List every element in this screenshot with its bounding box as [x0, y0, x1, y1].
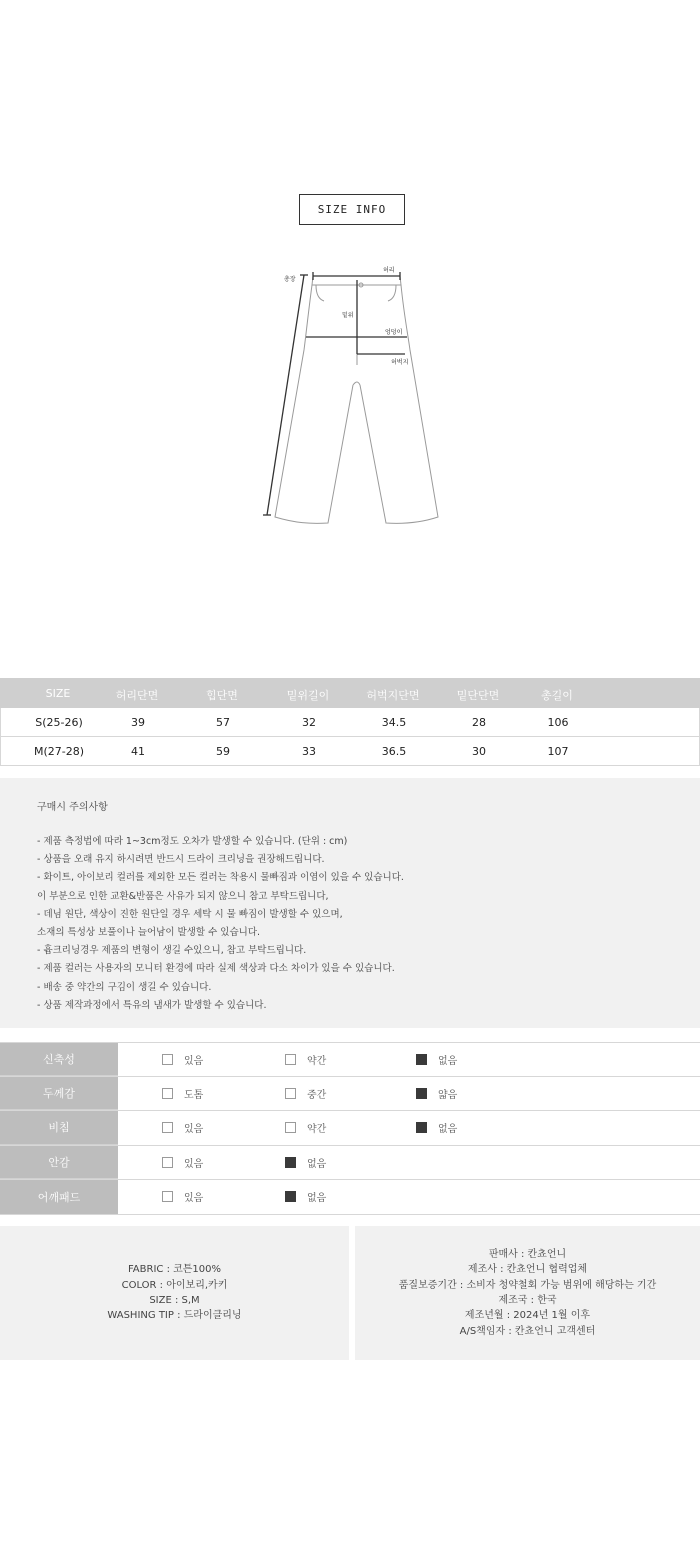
- table-cell: M(27-28): [33, 745, 85, 758]
- country-line: 제조국 : 한국: [498, 1295, 557, 1306]
- table-cell: 33: [302, 745, 316, 758]
- option-label: 약간: [307, 1124, 327, 1136]
- notice-line: 이 부분으로 인한 교환&반품은 사유가 되지 않으니 참고 부탁드립니다,: [37, 890, 329, 902]
- header-hip: 힙단면: [206, 689, 238, 702]
- pants-outline-illustration: [240, 255, 460, 535]
- as-contact-line: A/S책임자 : 칸쵸언니 고객센터: [459, 1325, 596, 1337]
- checkbox-icon: [285, 1122, 296, 1133]
- option-label: 없음: [438, 1124, 458, 1136]
- table-cell: 106: [547, 716, 569, 729]
- attr-row-lining: [0, 1146, 700, 1181]
- option-label: 있음: [184, 1124, 204, 1136]
- table-cell: S(25-26): [35, 716, 83, 729]
- attr-label: 비침: [0, 1111, 118, 1145]
- table-cell: 107: [547, 745, 569, 758]
- header-size: SIZE: [45, 687, 71, 700]
- header-rise: 밑위길이: [286, 689, 330, 702]
- option-item: [162, 1077, 203, 1111]
- notice-line: - 흄크리닝경우 제품의 변형이 생길 수있으니, 참고 부탁드립니다.: [37, 945, 307, 957]
- checkbox-icon: [162, 1157, 173, 1168]
- size-table-header: [0, 678, 700, 708]
- washing-tip-line: WASHING TIP : 드라이클리닝: [107, 1310, 242, 1322]
- label-waist: 허리: [383, 267, 395, 274]
- checked-box-icon: [416, 1088, 427, 1099]
- attr-label: 어깨패드: [0, 1180, 118, 1214]
- notice-line: - 데님 원단, 색상이 진한 원단일 경우 세탁 시 물 빠짐이 발생할 수 있으며,: [37, 908, 343, 920]
- notice-line: - 상품 제작과정에서 특유의 냄새가 발생할 수 있습니다.: [37, 999, 267, 1011]
- option-item: [162, 1180, 203, 1214]
- manufacture-date-line: 제조년월 : 2024년 1월 이후: [464, 1310, 591, 1322]
- table-row: [0, 737, 700, 766]
- size-table: [0, 678, 700, 766]
- fabric-line: FABRIC : 코튼100%: [127, 1264, 222, 1276]
- option-item: [416, 1043, 457, 1076]
- option-label: 중간: [307, 1089, 327, 1101]
- table-cell: 57: [216, 716, 230, 729]
- size-line: SIZE : S,M: [149, 1295, 200, 1306]
- table-cell: 34.5: [381, 716, 407, 729]
- attr-row-thickness: [0, 1077, 700, 1112]
- option-label: 없음: [438, 1055, 458, 1067]
- checkbox-icon: [285, 1054, 296, 1065]
- option-item: [162, 1043, 203, 1076]
- size-info-title: SIZE INFO: [299, 194, 405, 225]
- fabric-info-panel: [0, 1226, 349, 1360]
- notice-line: 소재의 특성상 보풀이나 늘어남이 발생할 수 있습니다.: [37, 926, 261, 938]
- table-cell: 39: [131, 716, 145, 729]
- option-label: 있음: [184, 1055, 204, 1067]
- warranty-line: 품질보증기간 : 소비자 청약철회 가능 범위에 해당하는 기간: [398, 1279, 657, 1291]
- option-item: [416, 1077, 457, 1111]
- checkbox-icon: [162, 1191, 173, 1202]
- option-item: [285, 1077, 326, 1111]
- option-label: 있음: [184, 1158, 204, 1170]
- attr-row-stretch: [0, 1042, 700, 1077]
- attr-label: 두께감: [0, 1077, 118, 1111]
- notice-line: - 화이트, 아이보리 컬러를 제외한 모든 컬러는 착용시 물빠짐과 이염이 있을 수 있습니다.: [37, 872, 404, 884]
- option-item: [285, 1111, 326, 1145]
- header-total-length: 총길이: [541, 689, 573, 702]
- option-label: 약간: [307, 1055, 327, 1067]
- option-item: [285, 1180, 326, 1214]
- label-total-length: 총장: [284, 276, 296, 283]
- checked-box-icon: [416, 1054, 427, 1065]
- checkbox-icon: [162, 1088, 173, 1099]
- seller-line: 판매사 : 칸쵸언니: [488, 1248, 567, 1260]
- header-hem: 밑단단면: [456, 689, 500, 702]
- checked-box-icon: [416, 1122, 427, 1133]
- notice-line: - 제품 측정법에 따라 1~3cm정도 오차가 발생할 수 있습니다. (단위 : cm): [37, 836, 348, 847]
- attr-label: 신축성: [0, 1043, 118, 1076]
- manufacturer-line: 제조사 : 칸쵸언니 협력업체: [467, 1264, 588, 1276]
- option-item: [285, 1043, 326, 1076]
- option-label: 도톰: [184, 1089, 204, 1101]
- label-hip: 엉덩이: [385, 329, 403, 336]
- option-item: [162, 1146, 203, 1180]
- label-thigh: 허벅지: [391, 359, 409, 366]
- table-cell: 32: [302, 716, 316, 729]
- option-item: [416, 1111, 457, 1145]
- option-label: 얇음: [438, 1089, 458, 1101]
- fabric-attribute-table: [0, 1042, 700, 1215]
- option-item: [162, 1111, 203, 1145]
- header-waist: 허리단면: [115, 689, 159, 702]
- notice-line: - 배송 중 약간의 구김이 생길 수 있습니다.: [37, 981, 212, 993]
- attr-label: 안감: [0, 1146, 118, 1180]
- seller-info-panel: [355, 1226, 700, 1360]
- header-thigh: 허벅지단면: [366, 689, 420, 702]
- option-item: [285, 1146, 326, 1180]
- pants-diagram: [240, 255, 460, 535]
- notice-line: - 제품 컬러는 사용자의 모니터 환경에 따라 실제 색상과 다소 차이가 있을 수 있습니다.: [37, 963, 395, 975]
- attr-row-shoulder-pad: [0, 1180, 700, 1215]
- option-label: 없음: [307, 1158, 327, 1170]
- label-rise: 밑위: [342, 312, 354, 319]
- table-cell: 36.5: [381, 745, 407, 758]
- checkbox-icon: [285, 1088, 296, 1099]
- attr-row-sheerness: [0, 1111, 700, 1146]
- table-cell: 41: [131, 745, 145, 758]
- notice-line: - 상품을 오래 유지 하시려면 반드시 드라이 크리닝을 권장해드립니다.: [37, 854, 325, 866]
- checkbox-icon: [162, 1054, 173, 1065]
- option-label: 있음: [184, 1193, 204, 1205]
- checked-box-icon: [285, 1157, 296, 1168]
- checkbox-icon: [162, 1122, 173, 1133]
- notice-list: [37, 833, 404, 1015]
- table-cell: 30: [472, 745, 486, 758]
- notice-title: 구매시 주의사항: [37, 802, 108, 813]
- table-cell: 28: [472, 716, 486, 729]
- checked-box-icon: [285, 1191, 296, 1202]
- purchase-notice: [0, 778, 700, 1028]
- table-cell: 59: [216, 745, 230, 758]
- table-row: [0, 708, 700, 737]
- color-line: COLOR : 아이보리,카키: [121, 1279, 228, 1291]
- option-label: 없음: [307, 1193, 327, 1205]
